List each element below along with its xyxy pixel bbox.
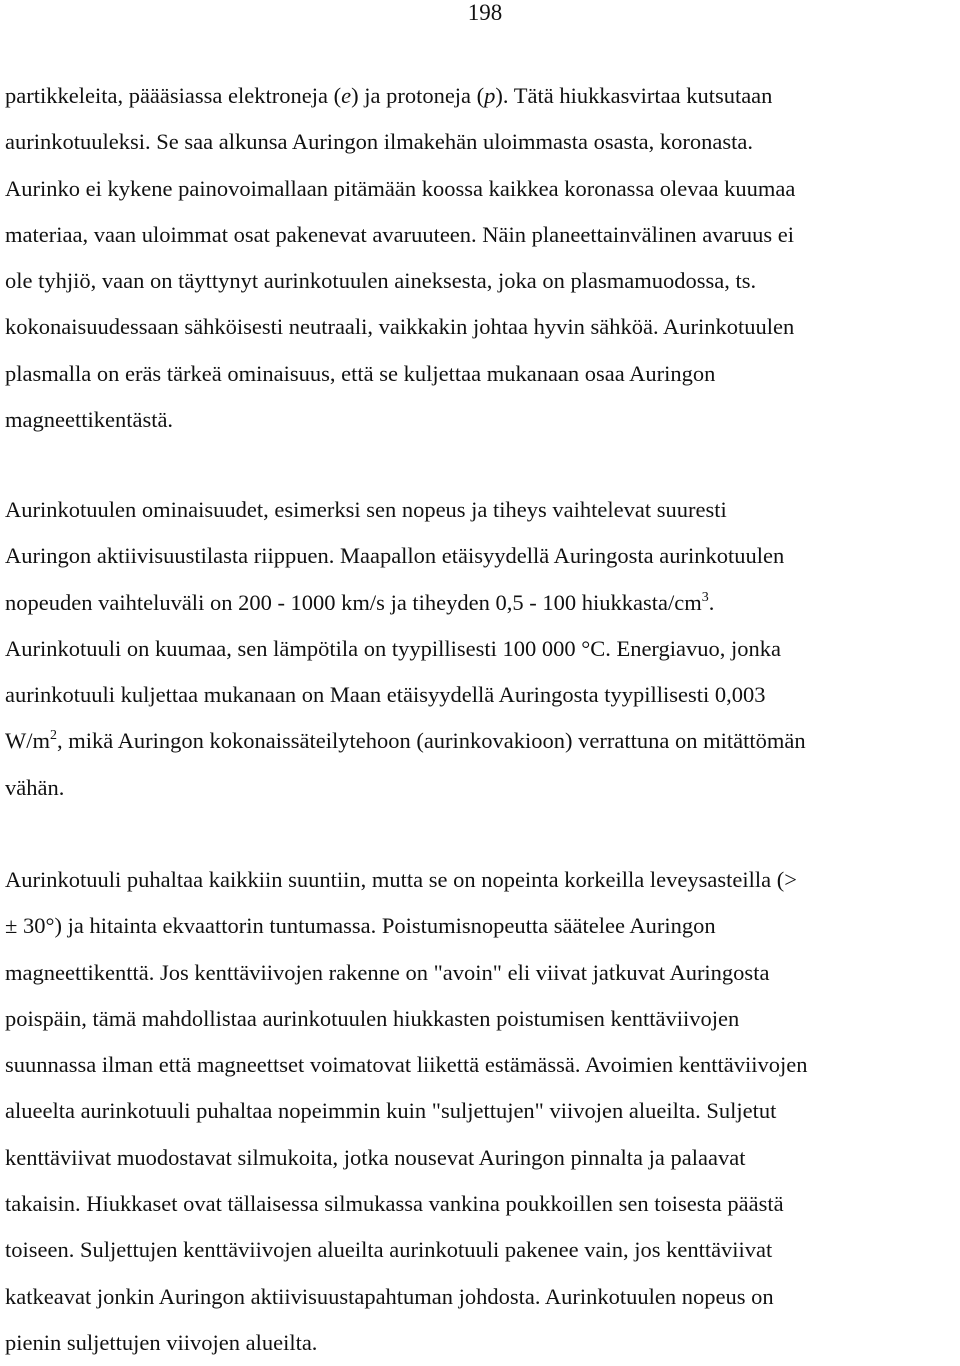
text-line: plasmalla on eräs tärkeä ominaisuus, että se kuljettaa mukanaan osaa Auringon	[5, 360, 716, 386]
text-line: alueelta aurinkotuuli puhaltaa nopeimmin kuin "suljettujen" viivojen alueilta. Suljetut	[5, 1098, 777, 1124]
text-line: magneettikentästä.	[5, 407, 174, 433]
text-line: takaisin. Hiukkaset ovat tällaisessa silmukassa vankina poukkoillen sen toisesta päästä	[5, 1191, 784, 1217]
text-line: pienin suljettujen viivojen alueilta.	[5, 1329, 318, 1355]
paragraph-solar-wind-properties	[5, 487, 960, 811]
text-line: ole tyhjiö, vaan on täyttynyt aurinkotuulen aineksesta, joka on plasmamuodossa, ts.	[5, 268, 757, 294]
superscript-exponent: 2	[50, 728, 57, 744]
text-line: $W/m^2$, mikä Auringon kokonaissäteilytehoon (aurinkovakioon) verrattuna on mitättömän	[5, 728, 806, 754]
text-line: kokonaisuudessaan sähköisesti neutraali, vaikkakin johtaa hyvin sähköä. Aurinkotuulen	[5, 314, 795, 340]
italic-symbol-electron: e	[341, 83, 352, 108]
page-number: 198	[467, 0, 503, 25]
text-line: Aurinkotuuli puhaltaa kaikkiin suuntiin, mutta se on nopeinta korkeilla leveysasteilla (>	[5, 867, 797, 892]
text-line: nopeuden vaihteluväli on 200 - 1000 km/s ja tiheyden 0,5 - 100 hiukkasta/$cm^3$.	[5, 589, 715, 615]
text-line: magneettikenttä. Jos kenttäviivojen rakenne on "avoin" eli viivat jatkuvat Auringosta	[5, 959, 770, 985]
superscript-exponent: 3	[701, 589, 709, 605]
text-line: materiaa, vaan uloimmat osat pakenevat avaruuteen. Näin planeettainvälinen avaruus ei	[5, 221, 795, 247]
text-line: kenttäviivat muodostavat silmukoita, jotka nousevat Auringon pinnalta ja palaavat	[5, 1144, 746, 1170]
italic-symbol-proton: p	[484, 83, 496, 108]
text-line: Aurinkotuuli on kuumaa, sen lämpötila on tyypillisesti 100 000 °C. Energiavuo, jonka	[5, 635, 781, 661]
text-line: vähän.	[5, 774, 65, 800]
text-line: ± 30°) ja hitainta ekvaattorin tuntumassa. Poistumisnopeutta säätelee Auringon	[5, 913, 716, 939]
text-line: aurinkotuuli kuljettaa mukanaan on Maan etäisyydellä Auringosta tyypillisesti 0,003	[5, 682, 766, 708]
text-line: Aurinko ei kykene painovoimallaan pitämään koossa kaikkea koronassa olevaa kuumaa	[5, 175, 796, 201]
text-line: Auringon aktiivisuustilasta riippuen. Maapallon etäisyydellä Auringosta aurinkotuulen	[5, 543, 785, 569]
text-line: katkeavat jonkin Auringon aktiivisuustapahtuman johdosta. Aurinkotuulen nopeus on	[5, 1283, 774, 1309]
paragraph-solar-wind-intro	[5, 73, 960, 443]
text-line: aurinkotuuleksi. Se saa alkunsa Auringon ilmakehän uloimmasta osasta, koronasta.	[5, 129, 753, 155]
text-line: toiseen. Suljettujen kenttäviivojen alueilta aurinkotuuli pakenee vain, jos kenttäviivat	[5, 1237, 773, 1263]
paragraph-magnetic-field-lines	[5, 857, 960, 1366]
text-line: poispäin, tämä mahdollistaa aurinkotuulen hiukkasten poistumisen kenttäviivojen	[5, 1005, 740, 1031]
text-line: suunnassa ilman että magneettset voimatovat liikettä estämässä. Avoimien kenttäviivojen	[5, 1052, 808, 1078]
text-line: partikkeleita, päääsiassa elektroneja (e) ja protoneja (p). Tätä hiukkasvirtaa kutsutaan	[5, 83, 773, 108]
text-line: Aurinkotuulen ominaisuudet, esimerksi sen nopeus ja tiheys vaihtelevat suuresti	[5, 497, 727, 522]
